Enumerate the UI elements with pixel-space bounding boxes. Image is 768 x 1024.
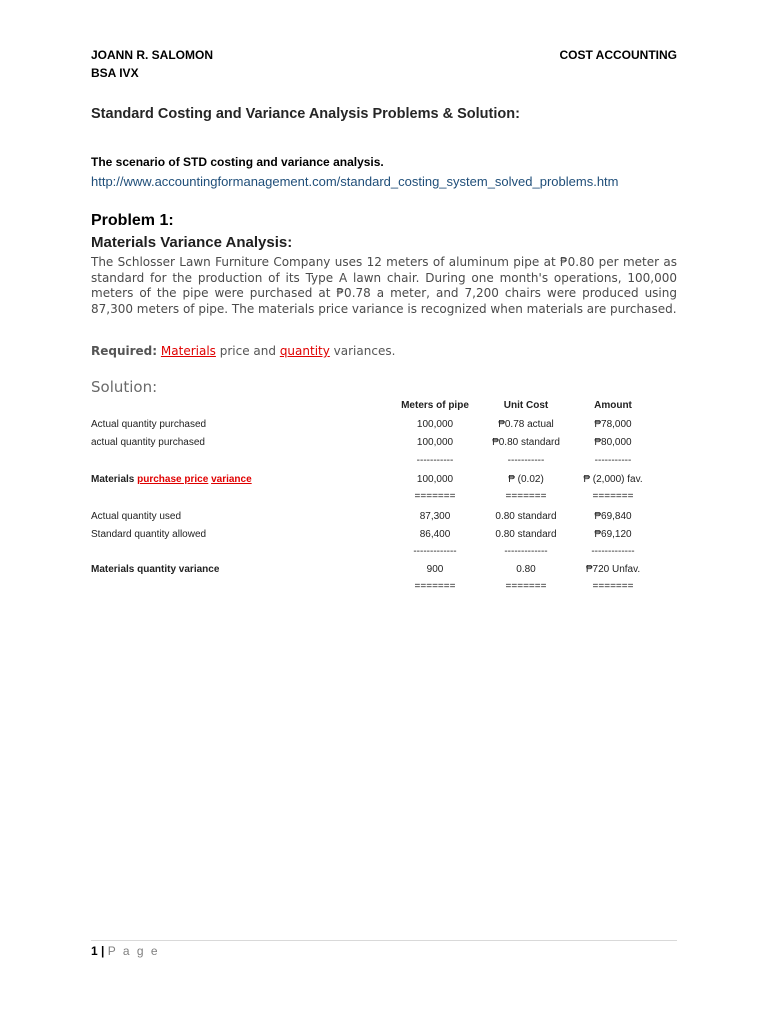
row-meters: 100,000 xyxy=(416,437,454,448)
row-label: Actual quantity purchased xyxy=(91,419,207,430)
row-unit-cost: ₱ (0.02) xyxy=(508,474,544,485)
divider-dashes: ------------- xyxy=(591,546,635,557)
scenario-text: The scenario of STD costing and variance analysis. xyxy=(91,155,384,169)
section-heading: Materials Variance Analysis: xyxy=(91,234,293,251)
solution-label: Solution: xyxy=(91,378,158,396)
required-word-quantity: quantity xyxy=(279,344,330,358)
document-title: Standard Costing and Variance Analysis Problems & Solution: xyxy=(91,106,520,122)
quantity-variance-label: Materials quantity variance xyxy=(91,564,220,575)
footer-divider xyxy=(91,940,677,941)
row-amount: ₱ (2,000) fav. xyxy=(583,474,643,485)
required-mid-text: price and xyxy=(215,344,280,358)
divider-dashes: ------------- xyxy=(413,546,457,557)
author-name: JOANN R. SALOMON xyxy=(91,48,214,62)
divider-dashes: ----------- xyxy=(507,455,545,466)
divider-equals: ======= xyxy=(592,491,634,502)
course-section: BSA IVX xyxy=(91,66,139,80)
reference-link[interactable]: http://www.accountingformanagement.com/standard_costing_system_solved_problems.htm xyxy=(91,174,619,189)
price-variance-label xyxy=(91,474,252,485)
row-amount: ₱69,120 xyxy=(594,529,632,540)
row-unit-cost: ₱0.80 standard xyxy=(492,437,560,448)
problem-label: Problem 1: xyxy=(91,212,174,229)
divider-dashes: ----------- xyxy=(594,455,632,466)
divider-equals: ======= xyxy=(505,581,547,592)
divider-equals: ======= xyxy=(592,581,634,592)
page-number: 1 xyxy=(91,944,98,958)
row-meters: 900 xyxy=(426,564,444,575)
row-meters: 100,000 xyxy=(416,474,454,485)
col-header-amount: Amount xyxy=(594,400,632,411)
divider-dashes: ------------- xyxy=(504,546,548,557)
required-line xyxy=(91,344,395,358)
row-meters: 87,300 xyxy=(419,511,451,522)
required-end-text: variances. xyxy=(329,344,396,358)
divider-equals: ======= xyxy=(414,581,456,592)
divider-dashes: ----------- xyxy=(416,455,454,466)
col-header-unit-cost: Unit Cost xyxy=(503,400,549,411)
divider-equals: ======= xyxy=(414,491,456,502)
page-footer xyxy=(91,944,160,958)
row-meters: 86,400 xyxy=(419,529,451,540)
label-part-red: purchase price xyxy=(137,474,209,485)
row-meters: 100,000 xyxy=(416,419,454,430)
row-unit-cost: ₱0.78 actual xyxy=(498,419,554,430)
row-unit-cost: 0.80 standard xyxy=(495,529,557,540)
row-label: actual quantity purchased xyxy=(91,437,205,448)
row-unit-cost: 0.80 xyxy=(516,564,536,575)
row-amount: ₱80,000 xyxy=(594,437,632,448)
col-header-meters: Meters of pipe xyxy=(401,400,469,411)
subject-title: COST ACCOUNTING xyxy=(559,48,677,62)
row-amount: ₱78,000 xyxy=(594,419,632,430)
required-word-materials: Materials xyxy=(160,344,216,358)
page-word: P a g e xyxy=(107,944,160,958)
row-amount: ₱69,840 xyxy=(594,511,632,522)
label-part-red: variance xyxy=(211,474,252,485)
divider-equals: ======= xyxy=(505,491,547,502)
row-amount: ₱720 Unfav. xyxy=(585,564,641,575)
footer-separator: | xyxy=(101,944,105,958)
required-label: Required: xyxy=(91,344,158,358)
row-label: Actual quantity used xyxy=(91,511,182,522)
label-part: Materials xyxy=(91,474,138,485)
problem-paragraph: The Schlosser Lawn Furniture Company uses 12 meters of aluminum pipe at ₱0.80 per meter as standard for the production of its Type A lawn chair. During one month's operations, 100,000 meters of the pipe were purchased at ₱0.78 a meter, and 7,200 chairs were produced using 87,300 meters of pipe. The materials price variance is recognized when materials are purchased. xyxy=(91,255,677,316)
row-label: Standard quantity allowed xyxy=(91,529,207,540)
row-unit-cost: 0.80 standard xyxy=(495,511,557,522)
